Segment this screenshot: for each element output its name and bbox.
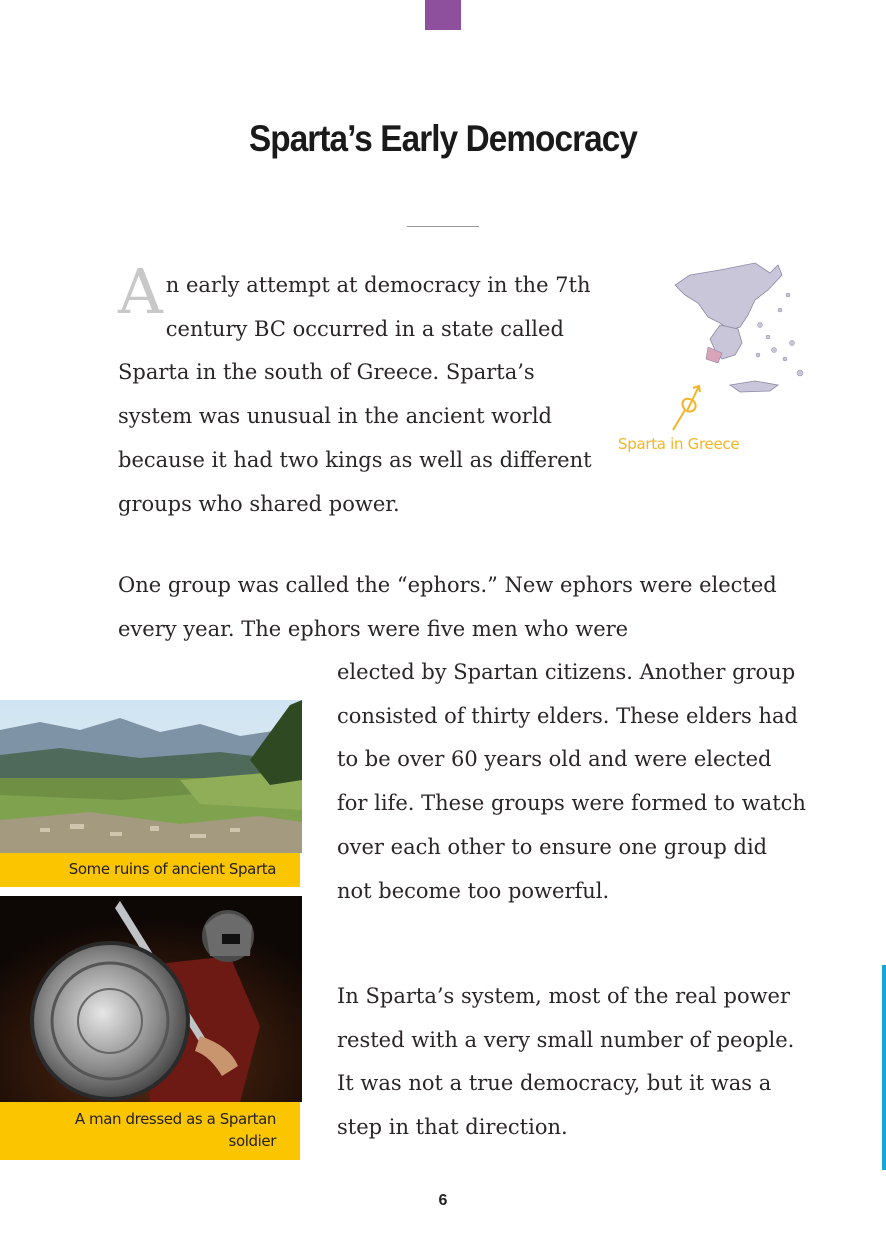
drop-cap: A	[118, 255, 163, 328]
elders-paragraph: elected by Spartan citizens. Another group consisted of thirty elders. These elders had to be over 60 years old and were elected for life. These groups were formed to watch over each other to ensure one group did not become too powerful.	[337, 660, 806, 903]
conclusion-paragraph: In Sparta’s system, most of the real power rested with a very small number of people. It was not a true democracy, but it was a step in that direction.	[337, 984, 795, 1140]
ephors-paragraph: One group was called the “ephors.” New ephors were elected every year. The ephors were five men who were	[118, 573, 777, 641]
spartan-soldier-photo	[0, 896, 302, 1102]
sparta-ruins-photo	[0, 700, 302, 853]
intro-text: n early attempt at democracy in the 7th century BC occurred in a state called Sparta in the south of Greece. Sparta’s system was unusual in the ancient world because it had two kings as well as different groups who shared power.	[118, 273, 592, 516]
intro-paragraph	[118, 255, 598, 526]
page-title: Sparta’s Early Democracy	[248, 118, 638, 159]
page-edge-strip	[882, 965, 886, 1170]
ruins-caption: Some ruins of ancient Sparta	[0, 853, 300, 887]
page-number: 6	[438, 1192, 448, 1209]
title-divider	[407, 226, 479, 227]
soldier-caption: A man dressed as a Spartan soldier	[0, 1102, 300, 1160]
top-accent-square	[425, 0, 461, 30]
map-caption: Sparta in Greece	[618, 435, 740, 453]
map-pointer-arrow-icon	[665, 378, 715, 433]
